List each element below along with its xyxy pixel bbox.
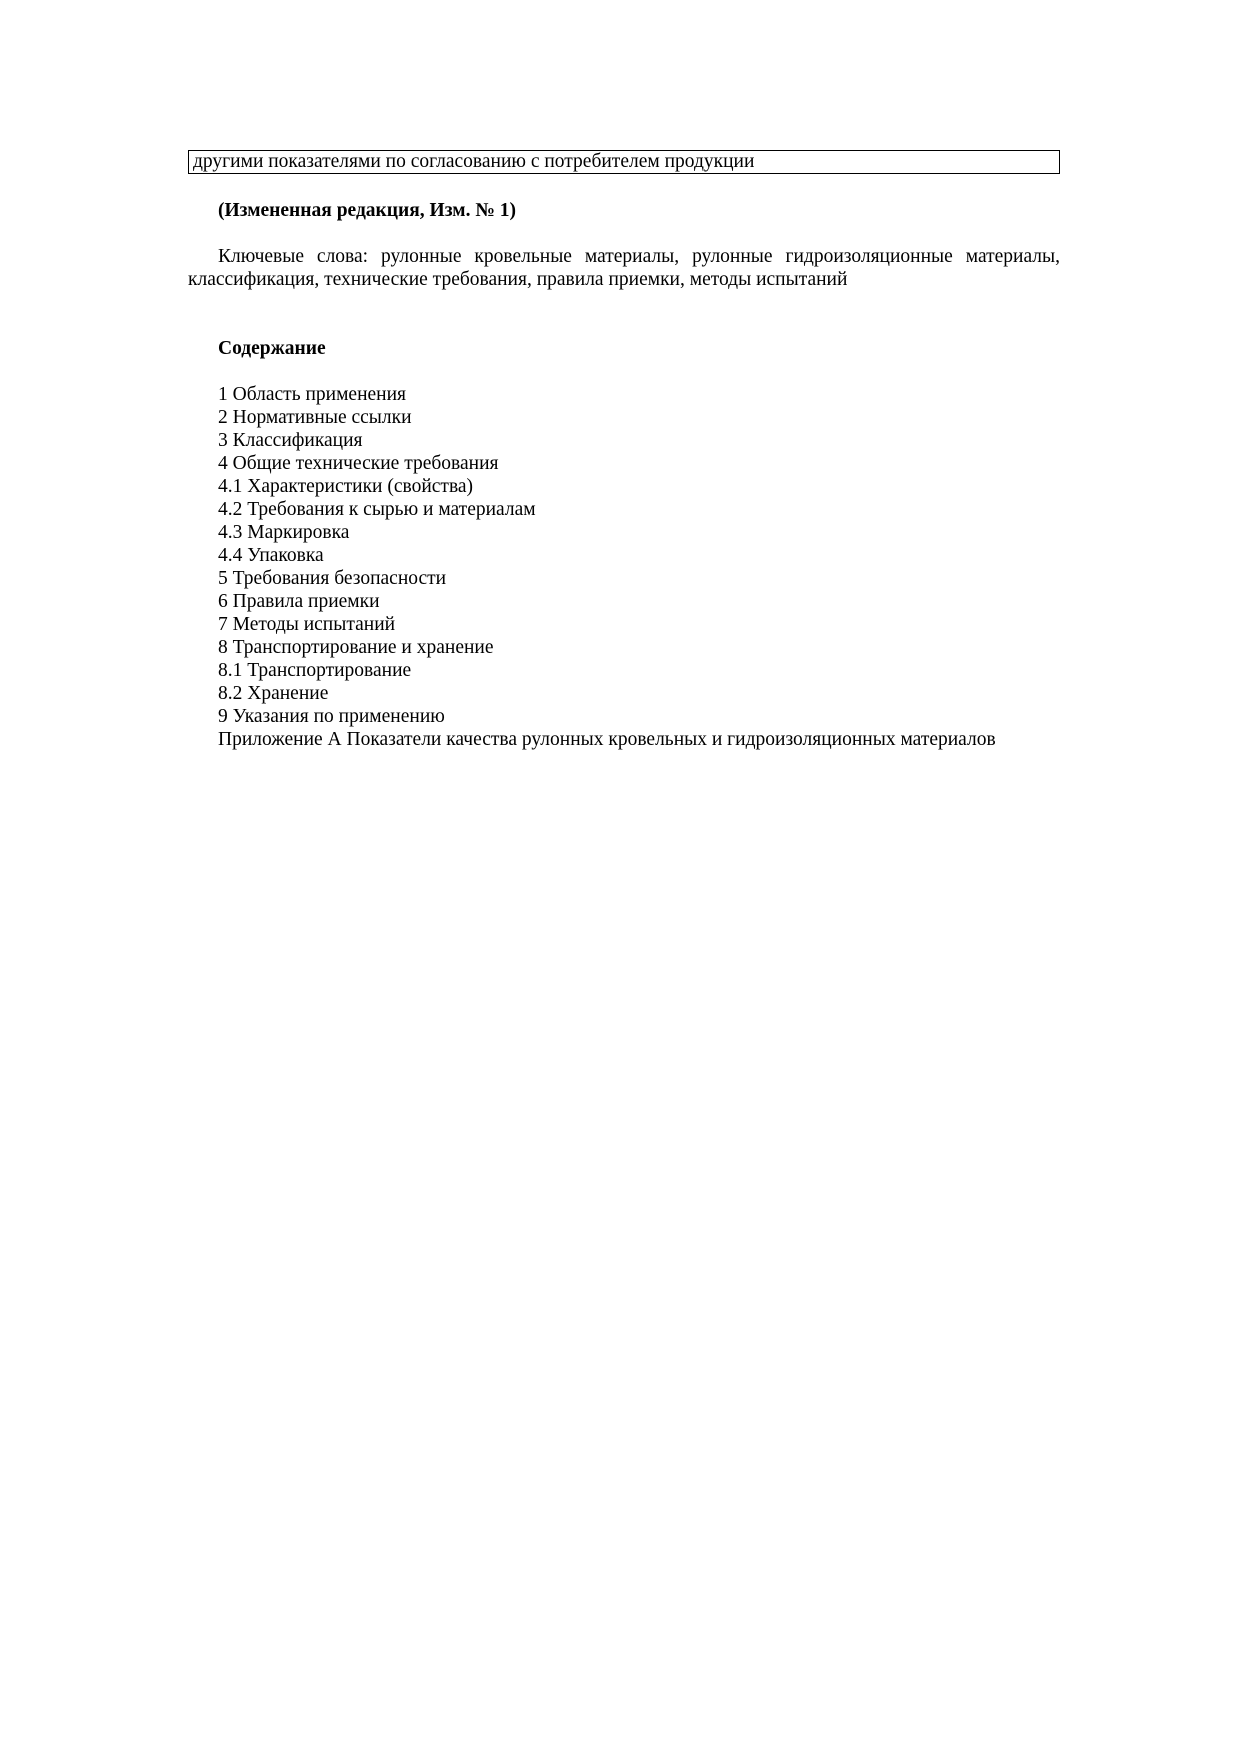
toc-item-4[interactable]: 4 Общие технические требования [218, 453, 499, 474]
toc-item-4-4[interactable]: 4.4 Упаковка [218, 545, 324, 566]
toc-item-8-1[interactable]: 8.1 Транспортирование [218, 660, 412, 681]
toc-item-appendix-a[interactable]: Приложение А Показатели качества рулонных кровельных и гидроизоляционных материалов [218, 729, 996, 750]
toc-item-4-3[interactable]: 4.3 Маркировка [218, 522, 350, 543]
table-row [188, 150, 1060, 174]
toc-item-4-2[interactable]: 4.2 Требования к сырью и материалам [218, 499, 536, 520]
toc-item-4-1[interactable]: 4.1 Характеристики (свойства) [218, 476, 474, 497]
toc-item-8-2[interactable]: 8.2 Хранение [218, 683, 329, 704]
toc-item-7[interactable]: 7 Методы испытаний [218, 614, 396, 635]
amendment-note: (Измененная редакция, Изм. № 1) [218, 200, 517, 221]
toc-item-2[interactable]: 2 Нормативные ссылки [218, 407, 412, 428]
toc-item-9[interactable]: 9 Указания по применению [218, 706, 445, 727]
toc-item-1[interactable]: 1 Область применения [218, 384, 407, 405]
toc-item-8[interactable]: 8 Транспортирование и хранение [218, 637, 494, 658]
keywords-paragraph: Ключевые слова: рулонные кровельные материалы, рулонные гидроизоляционные материалы, классификация, технические требования, правила приемки, методы испытаний [188, 246, 1060, 290]
table-cell-text: другими показателями по согласованию с потребителем продукции [193, 151, 755, 172]
contents-title: Содержание [218, 338, 326, 359]
contents-list [218, 383, 996, 751]
toc-item-6[interactable]: 6 Правила приемки [218, 591, 380, 612]
toc-item-3[interactable]: 3 Классификация [218, 430, 363, 451]
toc-item-5[interactable]: 5 Требования безопасности [218, 568, 447, 589]
